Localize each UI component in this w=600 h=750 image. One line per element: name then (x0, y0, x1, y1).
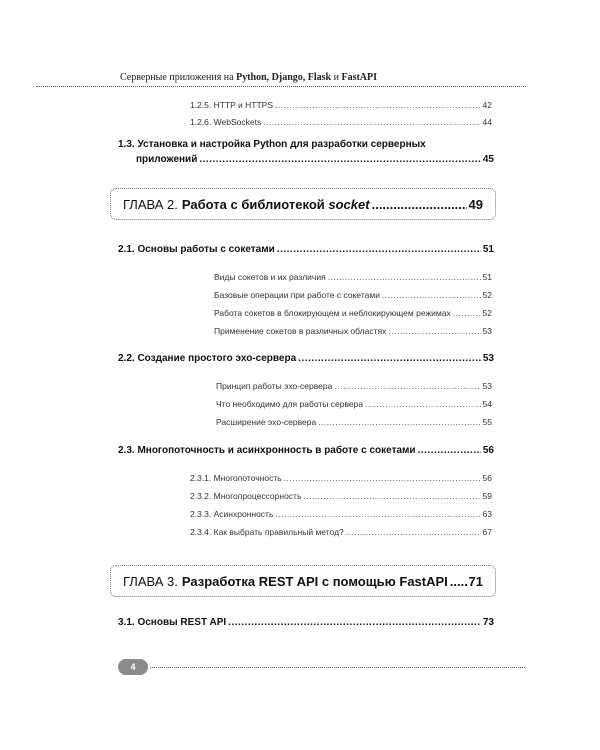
toc-entry[interactable] (214, 290, 492, 300)
leader-dots (334, 381, 480, 391)
toc-entry[interactable] (216, 399, 492, 409)
toc-entry-label: 2.3.3. Асинхронность (190, 509, 274, 519)
header-divider (36, 86, 526, 87)
leader-dots (388, 326, 480, 336)
toc-entry-page: 67 (482, 527, 492, 537)
toc-entry[interactable] (214, 326, 492, 336)
chapter-page: 71 (468, 573, 483, 589)
toc-entry[interactable] (216, 381, 492, 391)
toc-entry-page: 52 (482, 308, 492, 318)
toc-entry-page: 63 (482, 509, 492, 519)
running-header-bold: Python, Django, Flask (236, 72, 332, 83)
toc-entry-label: 1.2.5. HTTP и HTTPS (190, 100, 273, 110)
toc-entry-page: 53 (482, 381, 492, 391)
toc-entry-page: 56 (482, 445, 494, 456)
toc-entry[interactable] (190, 527, 492, 537)
toc-entry-label: 2.3.1. Многопоточность (190, 473, 282, 483)
toc-entry[interactable] (190, 491, 492, 501)
toc-section-2-1[interactable] (118, 244, 494, 255)
chapter-title-emphasis: socket (328, 196, 370, 212)
leader-dots (346, 527, 481, 537)
leader-dots (453, 308, 481, 318)
chapter-title (182, 197, 370, 212)
toc-entry-label: приложений (136, 154, 198, 165)
toc-entry-page: 51 (482, 272, 492, 282)
running-header (120, 72, 377, 83)
leader-dots (365, 399, 480, 409)
toc-entry[interactable] (190, 100, 492, 110)
running-header-mid: и (331, 72, 342, 83)
toc-section-1-3-line1[interactable]: 1.3. Установка и настройка Python для разработки серверных (118, 139, 426, 150)
toc-entry-page: 44 (482, 117, 492, 127)
toc-entry-page: 52 (482, 290, 492, 300)
leader-dots (372, 197, 467, 212)
running-header-prefix: Серверные приложения на (120, 72, 237, 83)
toc-entry-label: Принцип работы эхо-сервера (216, 381, 333, 391)
leader-dots (382, 290, 481, 300)
toc-entry-label: 2.3.2. Многопроцессорность (190, 491, 302, 501)
leader-dots (328, 272, 481, 282)
chapter-page: 49 (468, 196, 483, 212)
toc-entry-page: 51 (482, 244, 494, 255)
toc-entry-label: 2.1. Основы работы с сокетами (118, 244, 275, 255)
toc-entry-label: Виды сокетов и их различия (214, 272, 326, 282)
footer-divider (150, 667, 525, 668)
leader-dots (275, 509, 480, 519)
toc-entry[interactable] (214, 308, 492, 318)
toc-entry[interactable] (216, 417, 492, 427)
toc-entry-page: 54 (482, 399, 492, 409)
toc-entry[interactable] (190, 509, 492, 519)
chapter-number: ГЛАВА 2. (123, 196, 178, 212)
toc-section-3-1[interactable] (118, 617, 494, 628)
leader-dots (275, 100, 481, 110)
chapter-3-box[interactable] (110, 565, 496, 597)
leader-dots (228, 617, 481, 628)
leader-dots (284, 473, 481, 483)
leader-dots (199, 152, 481, 168)
toc-entry[interactable] (214, 272, 492, 282)
toc-entry[interactable] (190, 117, 492, 127)
leader-dots (450, 574, 467, 589)
toc-entry-page: 42 (482, 100, 492, 110)
leader-dots (298, 353, 481, 364)
chapter-3-heading (123, 574, 483, 589)
leader-dots (277, 244, 481, 255)
leader-dots (303, 491, 480, 501)
chapter-2-heading (123, 197, 483, 212)
leader-dots (263, 117, 480, 127)
toc-entry-label: 1.2.6. WebSockets (190, 117, 262, 127)
toc-entry-label: Применение сокетов в различных областях (214, 326, 387, 336)
chapter-number: ГЛАВА 3. (123, 573, 178, 589)
toc-entry-label: Базовые операции при работе с сокетами (214, 290, 380, 300)
toc-entry-label: 2.3. Многопоточность и асинхронность в работе с сокетами (118, 445, 416, 456)
chapter-2-inner (111, 189, 495, 219)
running-header-bold2: FastAPI (341, 72, 378, 83)
leader-dots (418, 445, 481, 456)
toc-section-2-2[interactable] (118, 353, 494, 364)
toc-entry-page: 59 (482, 491, 492, 501)
toc-entry-label: 2.3.4. Как выбрать правильный метод? (190, 527, 344, 537)
toc-entry-page: 73 (482, 617, 494, 628)
toc-entry-page: 55 (482, 417, 492, 427)
toc-entry-label: Что необходимо для работы сервера (216, 399, 364, 409)
toc-entry-page: 45 (482, 154, 494, 165)
page-number-badge: 4 (118, 659, 148, 675)
toc-entry-label: Работа сокетов в блокирующем и неблокирующем режимах (214, 308, 451, 318)
toc-entry-label: 3.1. Основы REST API (118, 617, 227, 628)
toc-entry-page: 53 (482, 326, 492, 336)
toc-entry[interactable] (190, 473, 492, 483)
leader-dots (318, 417, 480, 427)
toc-entry-page: 56 (482, 473, 492, 483)
toc-section-1-3[interactable] (136, 152, 494, 168)
toc-entry-label: Расширение эхо-сервера (216, 417, 317, 427)
chapter-3-inner (111, 566, 495, 596)
toc-entry-label: 2.2. Создание простого эхо-сервера (118, 353, 297, 364)
chapter-2-box[interactable] (110, 188, 496, 220)
toc-entry-page: 53 (482, 353, 494, 364)
toc-section-2-3[interactable] (118, 445, 494, 456)
chapter-title: Разработка REST API с помощью FastAPI (181, 573, 448, 589)
chapter-title-text: Работа с библиотекой (181, 196, 329, 212)
